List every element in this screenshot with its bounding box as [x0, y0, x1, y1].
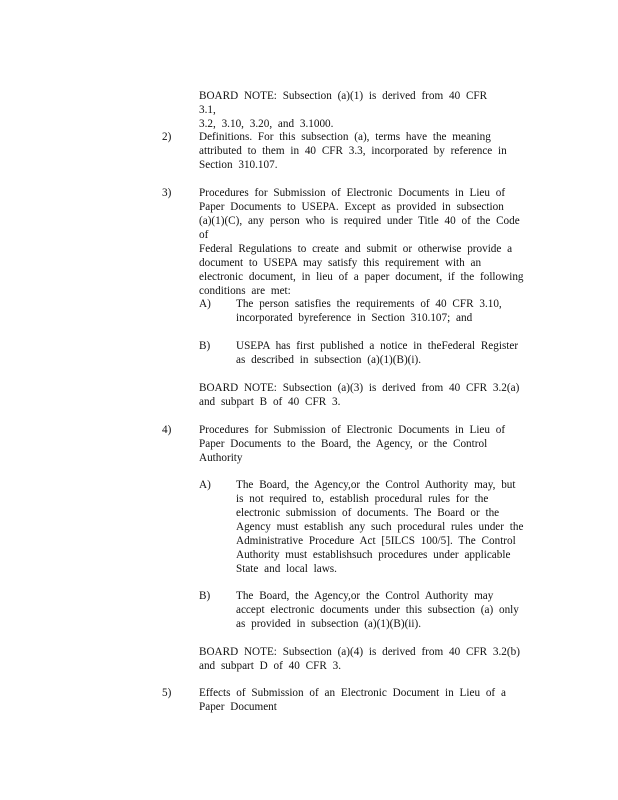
paragraph-line: as described in subsection (a)(1)(B)(i).	[236, 354, 422, 366]
board-note-line: 3.2, 3.10, 3.20, and 3.1000.	[199, 118, 334, 130]
sub-item-3a	[236, 297, 516, 325]
paragraph-line: Authority must establishsuch procedures under applicable	[236, 549, 511, 561]
paragraph-line: conditions are met:	[199, 285, 291, 297]
item-effects	[199, 686, 529, 714]
board-note-a3	[199, 381, 529, 409]
item-procedures-usepa	[199, 186, 529, 298]
paragraph-line: Paper Documents to USEPA. Except as provided in subsection	[199, 201, 504, 213]
paragraph-line: Procedures for Submission of Electronic Documents in Lieu of	[199, 424, 506, 436]
item-number: 4)	[162, 424, 172, 436]
board-note-line: BOARD NOTE: Subsection (a)(1) is derived from 40 CFR 3.1,	[199, 90, 488, 116]
paragraph-line: attributed to them in 40 CFR 3.3, incorporated by reference in	[199, 145, 507, 157]
paragraph-line: Administrative Procedure Act [5ILCS 100/5]. The Control	[236, 535, 516, 547]
paragraph-line: USEPA has first published a notice in theFederal Register	[236, 340, 519, 352]
paragraph-line: State and local laws.	[236, 563, 337, 575]
paragraph-line: Agency must establish any such procedural rules under the	[236, 521, 524, 533]
paragraph-line: Paper Documents to the Board, the Agency, or the Control	[199, 438, 488, 450]
sub-item-3b	[236, 339, 526, 367]
paragraph-line: Procedures for Submission of Electronic Documents in Lieu of	[199, 187, 506, 199]
paragraph-line: Federal Regulations to create and submit or otherwise provide a	[199, 243, 513, 255]
board-note-line: and subpart B of 40 CFR 3.	[199, 396, 341, 408]
sub-item-letter: B)	[199, 340, 211, 352]
paragraph-line: accept electronic documents under this subsection (a) only	[236, 604, 519, 616]
item-number: 5)	[162, 687, 172, 699]
board-note-line: BOARD NOTE: Subsection (a)(3) is derived from 40 CFR 3.2(a)	[199, 382, 520, 394]
sub-item-letter: A)	[199, 298, 211, 310]
paragraph-line: The person satisfies the requirements of 40 CFR 3.10,	[236, 298, 502, 310]
paragraph-line: Definitions. For this subsection (a), terms have the meaning	[199, 131, 491, 143]
board-note-line: BOARD NOTE: Subsection (a)(4) is derived from 40 CFR 3.2(b)	[199, 646, 520, 658]
paragraph-line: is not required to, establish procedural rules for the	[236, 493, 489, 505]
board-note-a4	[199, 645, 529, 673]
paragraph-line: document to USEPA may satisfy this requirement with an	[199, 257, 482, 269]
item-number: 2)	[162, 131, 172, 143]
paragraph-line: The Board, the Agency,or the Control Authority may, but	[236, 479, 516, 491]
sub-item-4a	[236, 478, 526, 576]
sub-item-letter: A)	[199, 479, 211, 491]
paragraph-line: Effects of Submission of an Electronic Document in Lieu of a	[199, 687, 506, 699]
item-procedures-board	[199, 423, 529, 465]
sub-item-4b	[236, 589, 526, 631]
paragraph-line: Paper Document	[199, 701, 277, 713]
board-note-line: and subpart D of 40 CFR 3.	[199, 660, 341, 672]
item-number: 3)	[162, 187, 172, 199]
paragraph-line: electronic submission of documents. The Board or the	[236, 507, 500, 519]
paragraph-line: The Board, the Agency,or the Control Authority may	[236, 590, 494, 602]
sub-item-letter: B)	[199, 590, 211, 602]
paragraph-line: incorporated byreference in Section 310.107; and	[236, 312, 473, 324]
paragraph-line: Authority	[199, 452, 243, 464]
paragraph-line: Section 310.107.	[199, 159, 278, 171]
item-definitions	[199, 130, 509, 172]
board-note-a1	[199, 89, 509, 131]
paragraph-line: as provided in subsection (a)(1)(B)(ii).	[236, 618, 422, 630]
paragraph-line: electronic document, in lieu of a paper document, if the following	[199, 271, 524, 283]
paragraph-line: (a)(1)(C), any person who is required under Title 40 of the Code of	[199, 215, 520, 241]
